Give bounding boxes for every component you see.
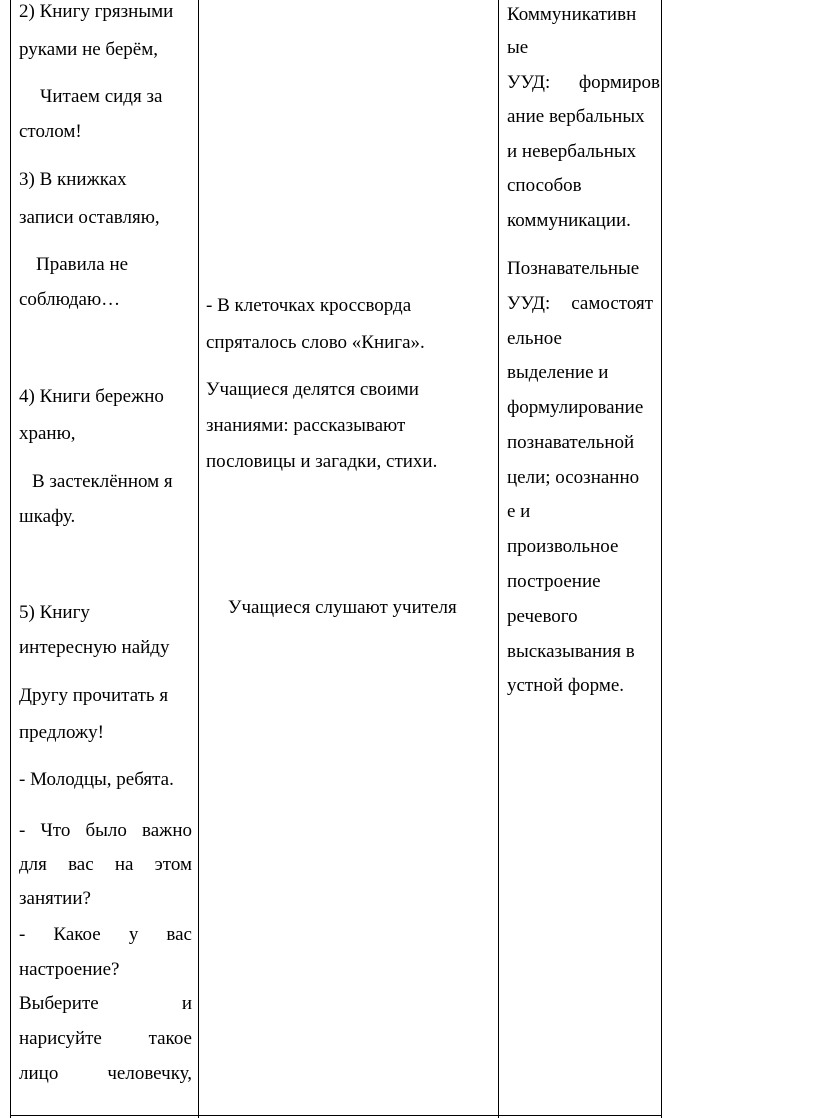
word: этом: [154, 854, 192, 875]
word: Какое: [53, 924, 101, 945]
text-line: цели; осознанно: [507, 467, 640, 488]
justified-line: [507, 71, 660, 95]
table-border-left: [10, 0, 11, 1118]
word: нарисуйте: [19, 1028, 102, 1049]
text-line: ельное: [507, 328, 562, 349]
text-line: 3) В книжках: [19, 169, 127, 190]
justified-line: [19, 992, 192, 1016]
word: человечку,: [107, 1063, 192, 1084]
text-line: Читаем сидя за: [40, 86, 163, 107]
text-line: шкафу.: [19, 506, 76, 527]
text-line: и невербальных: [507, 141, 637, 162]
text-line: Учащиеся слушают учителя: [228, 597, 457, 618]
justified-line: [19, 1027, 192, 1051]
text-line: руками не берём,: [19, 39, 158, 60]
text-line: 2) Книгу грязными: [19, 1, 174, 22]
text-line: 4) Книги бережно: [19, 386, 164, 407]
word: -: [19, 820, 26, 841]
word: вас: [166, 924, 192, 945]
word: Выберите: [19, 993, 99, 1014]
text-line: спряталось слово «Книга».: [206, 332, 425, 353]
table-border-right: [661, 0, 662, 1118]
text-line: выделение и: [507, 362, 609, 383]
text-line: познавательной: [507, 432, 635, 453]
text-line: соблюдаю…: [19, 289, 121, 310]
word: у: [128, 924, 139, 945]
text-line: знаниями: рассказывают: [206, 415, 406, 436]
text-line: - В клеточках кроссворда: [206, 295, 412, 316]
text-line: речевого: [507, 606, 578, 627]
text-line: настроение?: [19, 959, 120, 980]
text-line: Правила не: [36, 254, 129, 275]
word: такое: [148, 1028, 192, 1049]
word: формиров: [578, 72, 660, 93]
word: УУД:: [507, 293, 551, 314]
text-line: устной форме.: [507, 675, 625, 696]
text-line: Учащиеся делятся своими: [206, 379, 419, 400]
text-line: коммуникации.: [507, 210, 631, 231]
justified-line: [19, 923, 192, 947]
text-line: ые: [507, 37, 529, 58]
word: лицо: [19, 1063, 59, 1084]
text-line: Коммуникативн: [507, 4, 637, 25]
word: на: [114, 854, 134, 875]
text-line: храню,: [19, 423, 76, 444]
text-line: произвольное: [507, 536, 619, 557]
text-line: занятии?: [19, 888, 91, 909]
column-divider-2: [498, 0, 499, 1118]
word: было: [85, 820, 127, 841]
text-line: Другу прочитать я: [19, 685, 169, 706]
word: для: [19, 854, 47, 875]
table-border-bottom: [10, 1115, 662, 1116]
text-line: Познавательные: [507, 258, 640, 279]
justified-line: [19, 819, 192, 843]
word: -: [19, 924, 26, 945]
justified-line: [19, 853, 192, 877]
word: и: [181, 993, 192, 1014]
text-line: столом!: [19, 121, 82, 142]
text-line: е и: [507, 501, 531, 522]
text-line: записи оставляю,: [19, 207, 160, 228]
text-line: В застеклённом я: [32, 471, 173, 492]
text-line: высказывания в: [507, 641, 635, 662]
word: самостоят: [571, 293, 653, 314]
text-line: 5) Книгу: [19, 602, 90, 623]
text-line: способов: [507, 175, 582, 196]
text-line: предложу!: [19, 722, 104, 743]
word: важно: [142, 820, 192, 841]
word: Что: [40, 820, 71, 841]
word: вас: [68, 854, 94, 875]
column-divider-1: [198, 0, 199, 1118]
word: УУД:: [507, 72, 551, 93]
justified-line: [19, 1062, 192, 1086]
text-line: - Молодцы, ребята.: [19, 769, 174, 790]
justified-line: [507, 292, 653, 316]
text-line: пословицы и загадки, стихи.: [206, 451, 438, 472]
text-line: ание вербальных: [507, 106, 645, 127]
text-line: интересную найду: [19, 637, 170, 658]
text-line: построение: [507, 571, 601, 592]
text-line: формулирование: [507, 397, 644, 418]
